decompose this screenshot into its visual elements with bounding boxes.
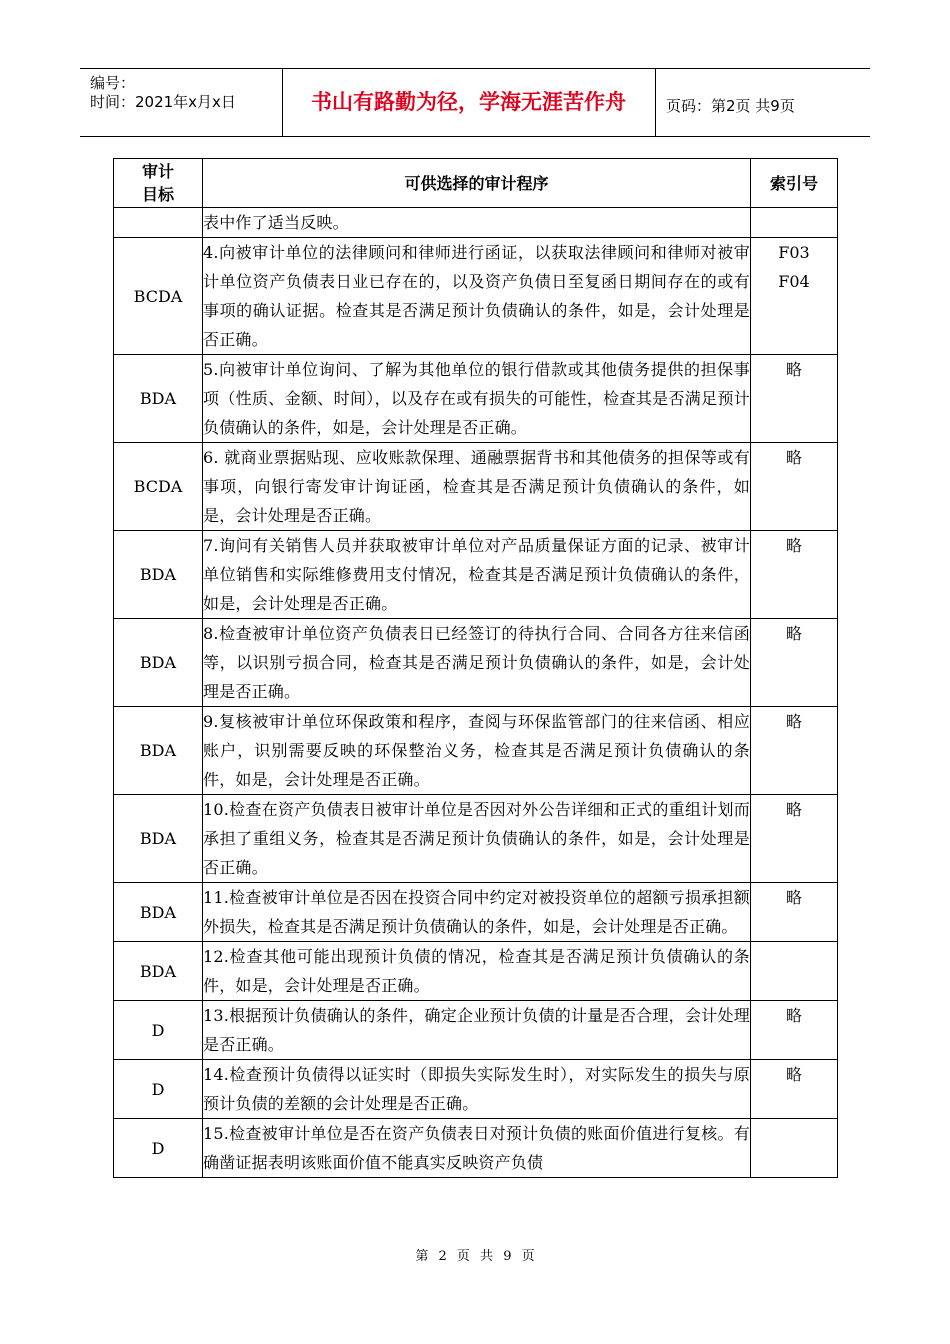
audit-goal-cell: D bbox=[114, 1060, 203, 1119]
audit-procedure-cell: 9.复核被审计单位环保政策和程序，查阅与环保监管部门的往来信函、相应账户，识别需要反映的环保整治义务，检查其是否满足预计负债确认的条件，如是，会计处理是否正确。 bbox=[203, 707, 751, 795]
index-number-cell bbox=[751, 531, 838, 619]
index-number-cell bbox=[751, 795, 838, 883]
column-header-index: 索引号 bbox=[751, 159, 838, 208]
audit-procedure-cell: 表中作了适当反映。 bbox=[203, 208, 751, 238]
audit-procedure-cell: 11.检查被审计单位是否因在投资合同中约定对被投资单位的超额亏损承担额外损失，检查其是否满足预计负债确认的条件，如是，会计处理是否正确。 bbox=[203, 883, 751, 942]
page-footer: 第 2 页 共 9 页 bbox=[415, 1249, 535, 1264]
table-row bbox=[114, 707, 838, 795]
audit-procedure-cell: 7.询问有关销售人员并获取被审计单位对产品质量保证方面的记录、被审计单位销售和实际维修费用支付情况，检查其是否满足预计负债确认的条件，如是，会计处理是否正确。 bbox=[203, 531, 751, 619]
audit-procedure-cell: 12.检查其他可能出现预计负债的情况，检查其是否满足预计负债确认的条件，如是，会计处理是否正确。 bbox=[203, 942, 751, 1001]
column-header-goal: 审计 目标 bbox=[114, 159, 203, 208]
table-row bbox=[114, 1060, 838, 1119]
table-row bbox=[114, 795, 838, 883]
table-row bbox=[114, 883, 838, 942]
index-number: 略 bbox=[785, 624, 802, 643]
index-number: F04 bbox=[778, 272, 810, 291]
audit-procedure-cell: 8.检查被审计单位资产负债表日已经签订的待执行合同、合同各方往来信函等，以识别亏损合同，检查其是否满足预计负债确认的条件，如是，会计处理是否正确。 bbox=[203, 619, 751, 707]
table-row bbox=[114, 238, 838, 355]
header-divider-right bbox=[655, 68, 656, 136]
audit-goal-cell bbox=[114, 208, 203, 238]
header-bottom-rule bbox=[80, 136, 870, 137]
audit-goal-cell: BDA bbox=[114, 355, 203, 443]
table-row bbox=[114, 531, 838, 619]
audit-procedure-cell: 14.检查预计负债得以证实时（即损失实际发生时），对实际发生的损失与原预计负债的差额的会计处理是否正确。 bbox=[203, 1060, 751, 1119]
table-row bbox=[114, 1001, 838, 1060]
index-number-cell bbox=[751, 355, 838, 443]
audit-procedure-cell: 5.向被审计单位询问、了解为其他单位的银行借款或其他债务提供的担保事项（性质、金额、时间），以及存在或有损失的可能性，检查其是否满足预计负债确认的条件，如是，会计处理是否正确。 bbox=[203, 355, 751, 443]
audit-goal-cell: D bbox=[114, 1001, 203, 1060]
audit-procedure-cell: 6. 就商业票据贴现、应收账款保理、通融票据背书和其他债务的担保等或有事项，向银行寄发审计询证函，检查其是否满足预计负债确认的条件，如是，会计处理是否正确。 bbox=[203, 443, 751, 531]
table-row bbox=[114, 208, 838, 238]
index-number: 略 bbox=[785, 712, 802, 731]
index-number: 略 bbox=[785, 888, 802, 907]
index-number: 略 bbox=[785, 360, 802, 379]
page-indicator: 页码：第2页 共9页 bbox=[666, 97, 795, 115]
index-number: 略 bbox=[785, 448, 802, 467]
table-row bbox=[114, 443, 838, 531]
index-number: 略 bbox=[785, 1006, 802, 1025]
table-row bbox=[114, 355, 838, 443]
audit-goal-cell: D bbox=[114, 1119, 203, 1178]
table-row bbox=[114, 942, 838, 1001]
index-number: 略 bbox=[785, 1065, 802, 1084]
audit-goal-cell: BDA bbox=[114, 795, 203, 883]
index-number-cell bbox=[751, 443, 838, 531]
index-number-cell bbox=[751, 1001, 838, 1060]
audit-procedure-cell: 13.根据预计负债确认的条件，确定企业预计负债的计量是否合理，会计处理是否正确。 bbox=[203, 1001, 751, 1060]
column-header-procedure: 可供选择的审计程序 bbox=[203, 159, 751, 208]
index-number-cell bbox=[751, 707, 838, 795]
audit-goal-cell: BDA bbox=[114, 883, 203, 942]
index-number-cell bbox=[751, 208, 838, 238]
header-motto: 书山有路勤为径，学海无涯苦作舟 bbox=[311, 90, 626, 114]
table-header-row bbox=[114, 159, 838, 208]
document-code: 编号： bbox=[90, 74, 136, 92]
table-row bbox=[114, 1119, 838, 1178]
index-number-cell bbox=[751, 942, 838, 1001]
audit-procedure-cell: 15.检查被审计单位是否在资产负债表日对预计负债的账面价值进行复核。有确凿证据表明该账面价值不能真实反映资产负债 bbox=[203, 1119, 751, 1178]
audit-procedure-cell: 10.检查在资产负债表日被审计单位是否因对外公告详细和正式的重组计划而承担了重组义务，检查其是否满足预计负债确认的条件，如是，会计处理是否正确。 bbox=[203, 795, 751, 883]
index-number-cell bbox=[751, 619, 838, 707]
audit-procedure-cell: 4.向被审计单位的法律顾问和律师进行函证，以获取法律顾问和律师对被审计单位资产负债表日业已存在的，以及资产负债日至复函日期间存在的或有事项的确认证据。检查其是否满足预计负债确认的条件，如是，会计处理是否正确。 bbox=[203, 238, 751, 355]
index-number-cell bbox=[751, 238, 838, 355]
index-number: 略 bbox=[785, 536, 802, 555]
index-number-cell bbox=[751, 1060, 838, 1119]
audit-goal-cell: BDA bbox=[114, 942, 203, 1001]
header-top-rule bbox=[80, 68, 870, 69]
audit-goal-cell: BCDA bbox=[114, 443, 203, 531]
audit-goal-cell: BDA bbox=[114, 531, 203, 619]
index-number: F03 bbox=[778, 243, 810, 262]
index-number: 略 bbox=[785, 800, 802, 819]
index-number-cell bbox=[751, 1119, 838, 1178]
index-number-cell bbox=[751, 883, 838, 942]
audit-goal-cell: BDA bbox=[114, 619, 203, 707]
table-row bbox=[114, 619, 838, 707]
audit-goal-cell: BDA bbox=[114, 707, 203, 795]
audit-procedure-table bbox=[113, 158, 838, 1178]
document-time: 时间：2021年x月x日 bbox=[90, 93, 236, 111]
audit-goal-cell: BCDA bbox=[114, 238, 203, 355]
